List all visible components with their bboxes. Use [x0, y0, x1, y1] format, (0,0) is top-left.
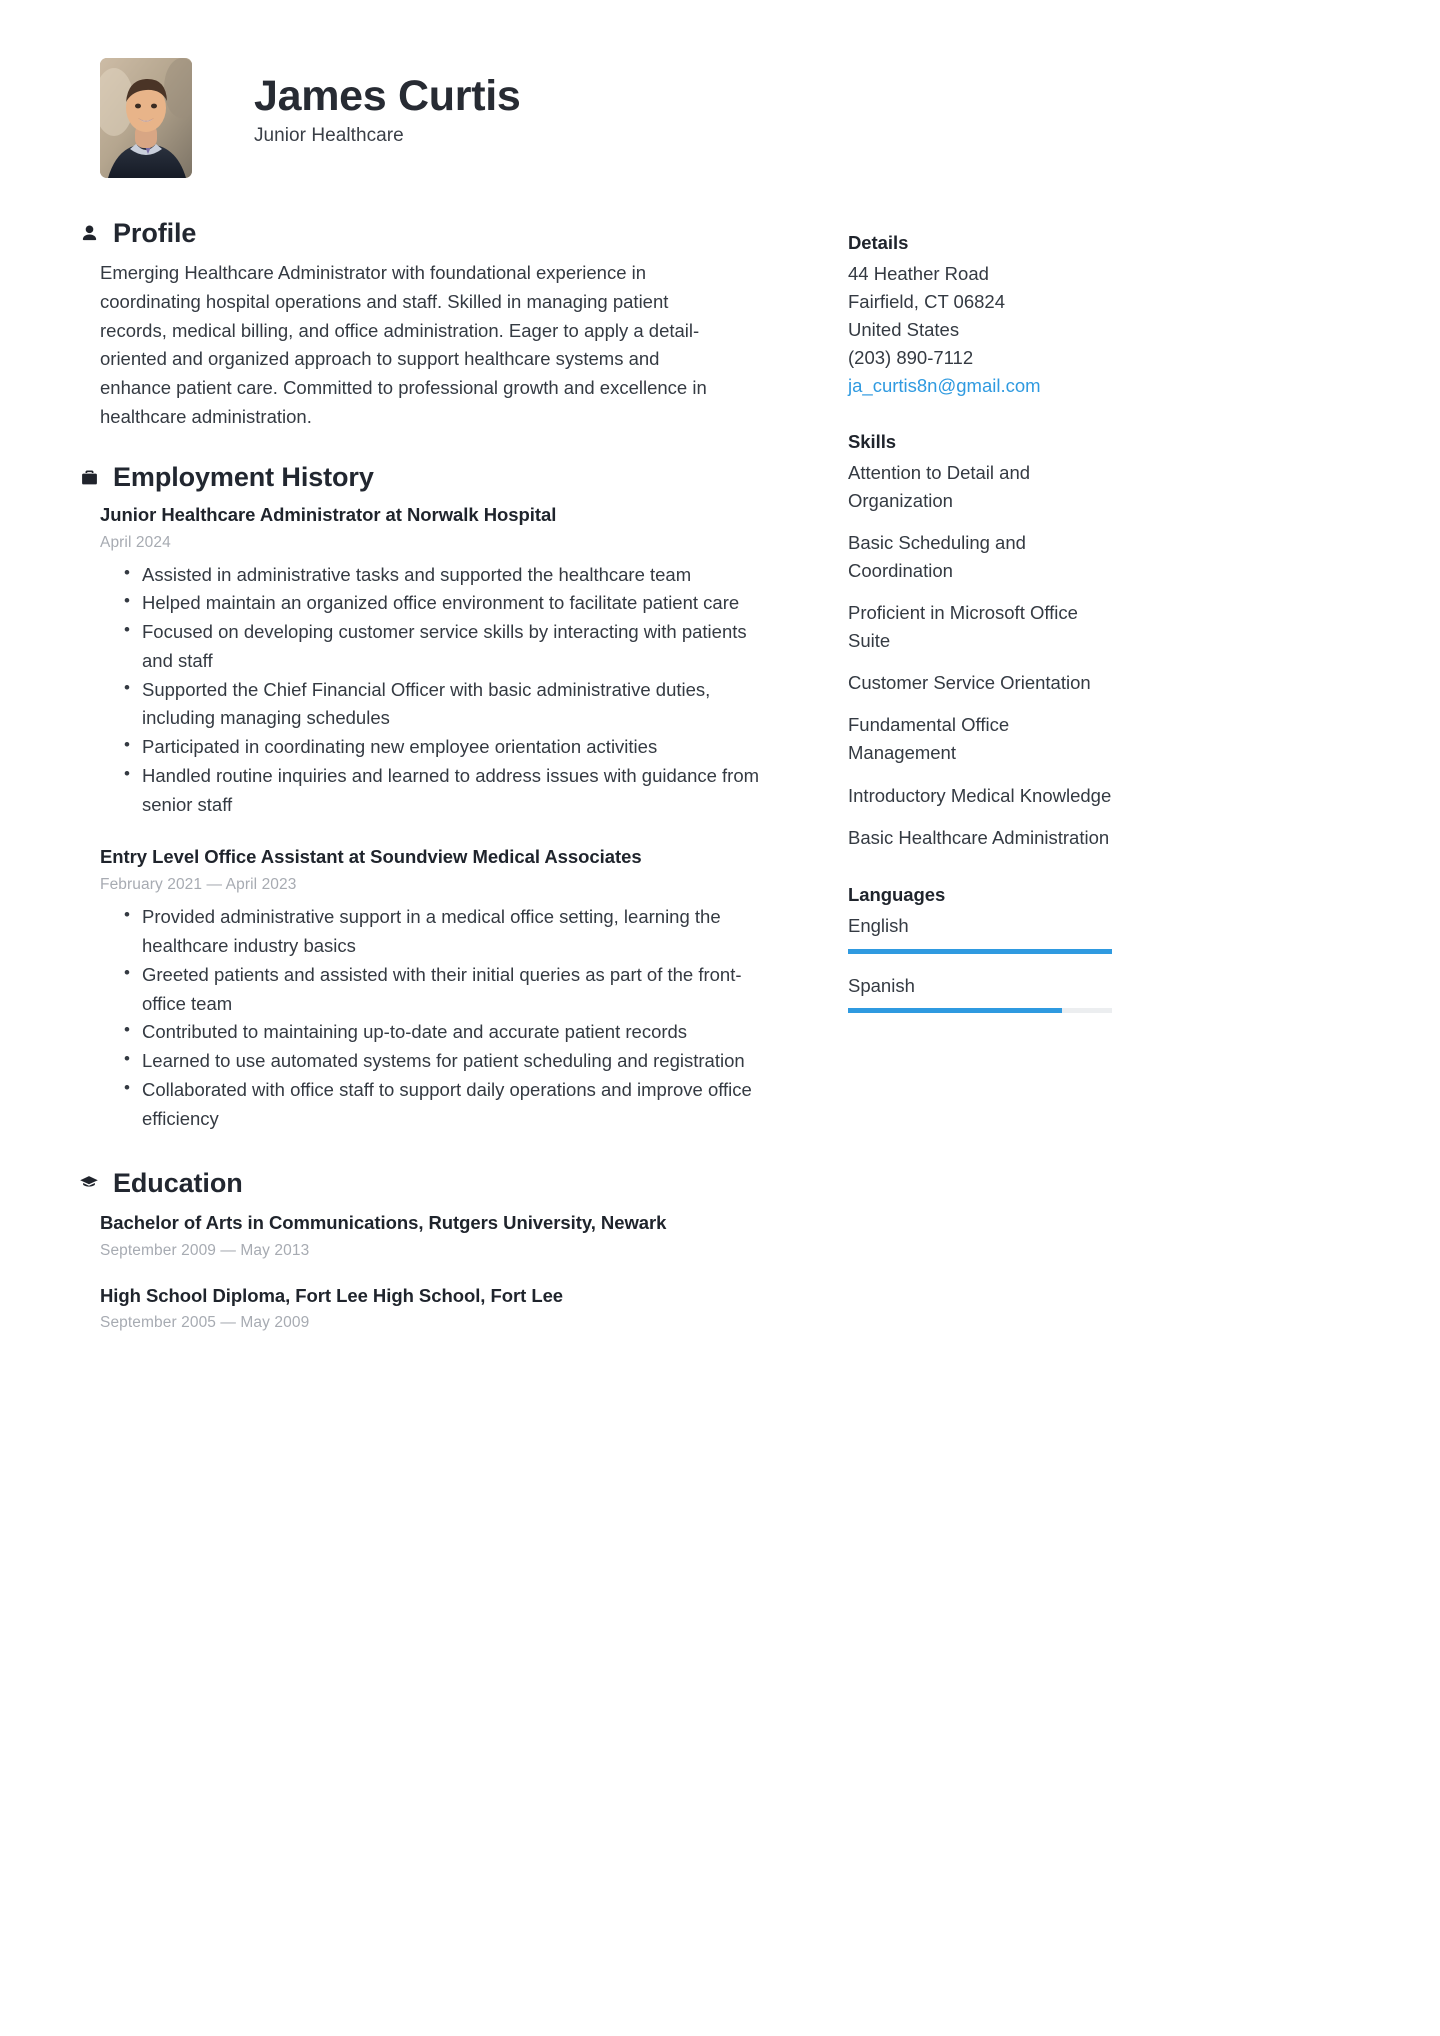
main-column [0, 218, 848, 1338]
user-icon [78, 223, 100, 245]
profile-summary: Emerging Healthcare Administrator with foundational experience in coordinating hospital operations and staff. Skilled in managing patient records, medical billing, and office administration. Eager to apply a detail-oriented and organized approach to support healthcare systems and enhance patient care. Committed to professional growth and excellence in healthcare administration. [100, 262, 707, 427]
language-level-fill [848, 949, 1112, 954]
email-link[interactable]: ja_curtis8n@gmail.com [848, 375, 1041, 397]
education-entry-date: September 2009 — May 2013 [100, 1241, 310, 1259]
employment-entry [100, 845, 848, 1133]
section-profile [100, 218, 848, 432]
section-education [100, 1168, 848, 1333]
employment-entry-date: April 2024 [100, 533, 171, 551]
bullet-item: • Supported the Chief Financial Officer with basic administrative duties, including managing schedules [100, 676, 768, 734]
bullet-item: • Focused on developing customer service skills by interacting with patients and staff [100, 618, 768, 676]
education-entry-date: September 2005 — May 2009 [100, 1314, 310, 1332]
bullet-item: • Greeted patients and assisted with their initial queries as part of the front-office team [100, 961, 768, 1019]
education-entry [100, 1284, 848, 1333]
resume-body [0, 178, 1440, 1338]
skill-item: Basic Scheduling and Coordination [848, 531, 1026, 581]
skill-item: Customer Service Orientation [848, 672, 1091, 694]
country: United States [848, 319, 960, 341]
employment-heading [78, 462, 848, 493]
employment-bullet-list [100, 561, 848, 820]
bullet-item: • Collaborated with office staff to support daily operations and improve office efficiency [100, 1076, 768, 1134]
profile-heading [78, 218, 848, 249]
employment-entry-date: February 2021 — April 2023 [100, 876, 297, 894]
bullet-item: • Contributed to maintaining up-to-date and accurate patient records [100, 1018, 768, 1047]
skill-item: Basic Healthcare Administration [848, 826, 1110, 848]
sidebar-details-block [848, 232, 1320, 401]
sidebar-title-languages: Languages [848, 883, 946, 905]
full-name: James Curtis [254, 72, 521, 120]
sidebar-languages-block [848, 884, 1320, 1014]
address-line-1: 44 Heather Road [848, 263, 989, 284]
employment-entry-title: Junior Healthcare Administrator at Norwalk Hospital [100, 503, 557, 525]
bullet-item: • Assisted in administrative tasks and supported the healthcare team [100, 561, 768, 590]
language-item [848, 912, 1320, 954]
section-title-profile: Profile [113, 218, 197, 248]
education-entry-title: High School Diploma, Fort Lee High School, Fort Lee [100, 1284, 564, 1306]
language-name: English [848, 914, 909, 936]
briefcase-icon [78, 466, 100, 488]
employment-entry-title: Entry Level Office Assistant at Soundview Medical Associates [100, 846, 642, 868]
resume-header [0, 0, 1440, 178]
address-line-2: Fairfield, CT 06824 [848, 291, 1005, 313]
skill-item: Introductory Medical Knowledge [848, 784, 1112, 806]
section-title-employment: Employment History [113, 461, 374, 492]
section-employment [100, 462, 848, 1134]
education-heading [78, 1168, 848, 1199]
section-title-education: Education [113, 1167, 243, 1198]
bullet-item: • Provided administrative support in a medical office setting, learning the healthcare industry basics [100, 903, 768, 961]
avatar [100, 58, 192, 178]
sidebar-title-skills: Skills [848, 430, 897, 452]
education-entry-title: Bachelor of Arts in Communications, Rutgers University, Newark [100, 1211, 667, 1233]
bullet-item: • Helped maintain an organized office environment to facilitate patient care [100, 589, 768, 618]
graduation-cap-icon [78, 1172, 100, 1194]
education-entry-list [100, 1211, 848, 1333]
language-item [848, 972, 1320, 1014]
language-level-fill [848, 1008, 1062, 1013]
sidebar-skills-block [848, 431, 1320, 852]
language-name: Spanish [848, 974, 915, 996]
skill-item: Attention to Detail and Organization [848, 461, 1031, 511]
bullet-item: • Learned to use automated systems for patient scheduling and registration [100, 1047, 768, 1076]
employment-bullet-list [100, 903, 848, 1133]
sidebar-column [848, 218, 1440, 1338]
education-entry [100, 1211, 848, 1260]
language-level-bar [848, 949, 1112, 954]
sidebar-title-details: Details [848, 232, 909, 253]
phone-number: (203) 890-7112 [848, 347, 974, 369]
employment-entry-list [100, 503, 848, 1134]
bullet-item: • Participated in coordinating new employee orientation activities [100, 733, 768, 762]
language-level-bar [848, 1008, 1112, 1013]
skill-item: Fundamental Office Management [848, 714, 1010, 764]
bullet-item: • Handled routine inquiries and learned to address issues with guidance from senior staff [100, 762, 768, 820]
employment-entry [100, 503, 848, 820]
skill-item: Proficient in Microsoft Office Suite [848, 601, 1078, 652]
job-title: Junior Healthcare [254, 125, 404, 147]
header-text-group [192, 58, 520, 147]
